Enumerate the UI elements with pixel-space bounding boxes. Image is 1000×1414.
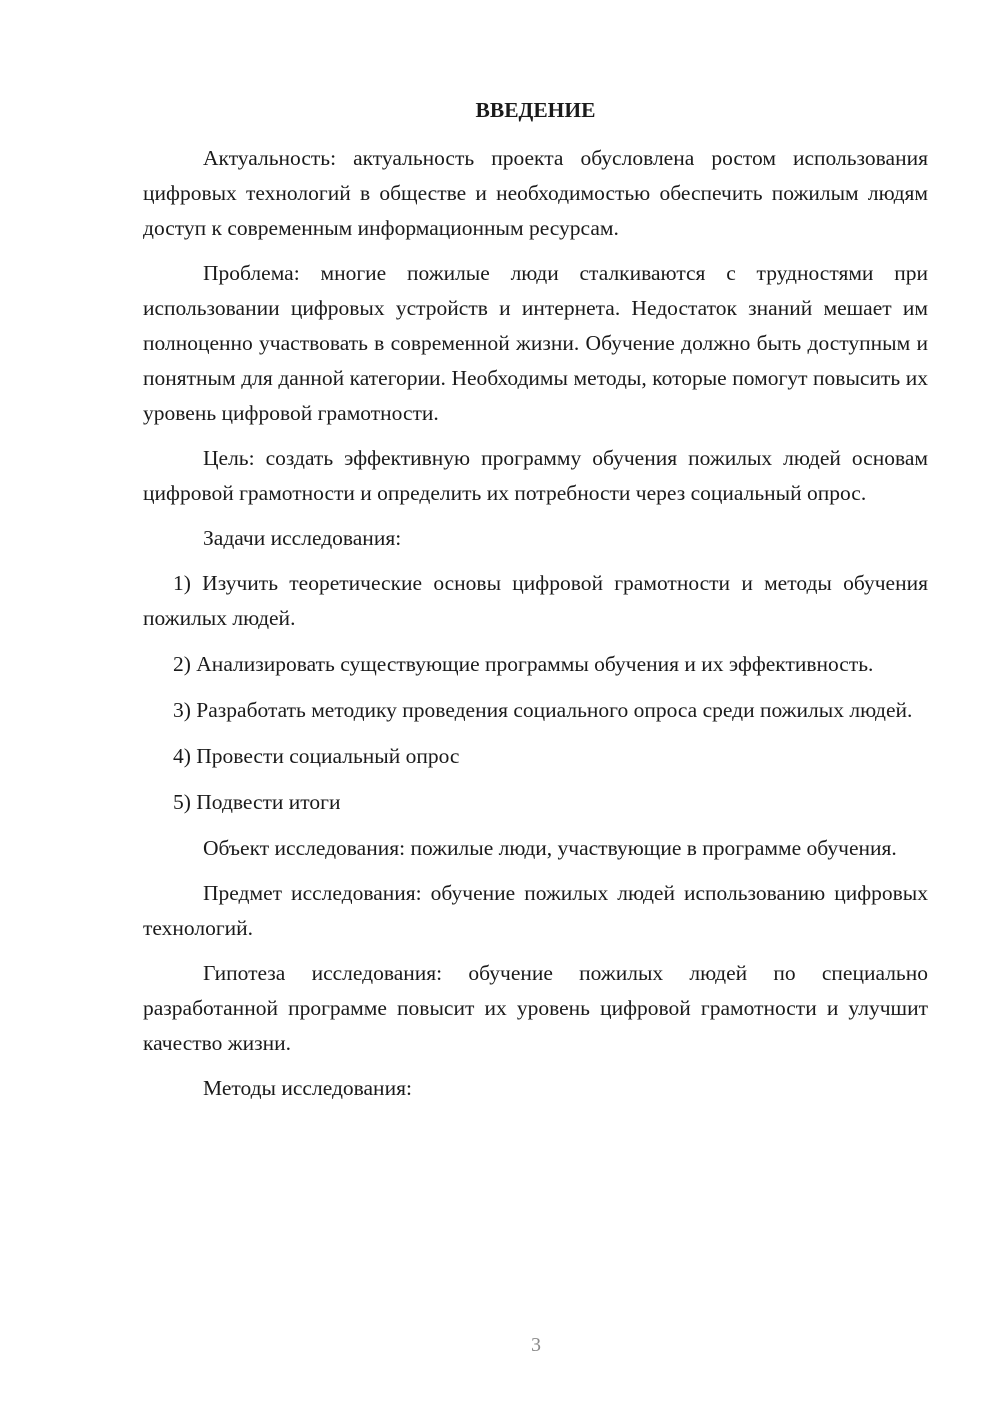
paragraph-object: Объект исследования: пожилые люди, участвующие в программе обучения. <box>203 836 897 860</box>
page-content <box>143 93 928 1116</box>
task-item-4: 4) Провести социальный опрос <box>173 744 460 768</box>
task-item-5: 5) Подвести итоги <box>173 790 341 814</box>
task-item-3: 3) Разработать методику проведения социального опроса среди пожилых людей. <box>173 698 913 722</box>
paragraph-subject: Предмет исследования: обучение пожилых людей использованию цифровых технологий. <box>143 881 928 940</box>
paragraph-problem: Проблема: многие пожилые люди сталкиваются с трудностями при использовании цифровых устройств и интернета. Недостаток знаний мешает им полноценно участвовать в современной жизни. Обучение должно быть доступным и понятным для данной категории. Необходимы методы, которые помогут повысить их уровень цифровой грамотности. <box>143 261 928 425</box>
paragraph-hypothesis: Гипотеза исследования: обучение пожилых людей по специально разработанной программе повысит их уровень цифровой грамотности и улучшит качество жизни. <box>143 961 928 1055</box>
task-item-1: 1) Изучить теоретические основы цифровой грамотности и методы обучения пожилых людей. <box>143 571 928 630</box>
section-title: ВВЕДЕНИЕ <box>475 98 596 122</box>
paragraph-relevance: Актуальность: актуальность проекта обусловлена ростом использования цифровых технологий в обществе и необходимостью обеспечить пожилым людям доступ к современным информационным ресурсам. <box>143 146 928 240</box>
tasks-heading: Задачи исследования: <box>203 526 402 550</box>
methods-heading: Методы исследования: <box>203 1076 412 1100</box>
task-item-2: 2) Анализировать существующие программы обучения и их эффективность. <box>173 652 874 676</box>
paragraph-goal: Цель: создать эффективную программу обучения пожилых людей основам цифровой грамотности и определить их потребности через социальный опрос. <box>143 446 928 505</box>
page-number: 3 <box>531 1334 541 1356</box>
